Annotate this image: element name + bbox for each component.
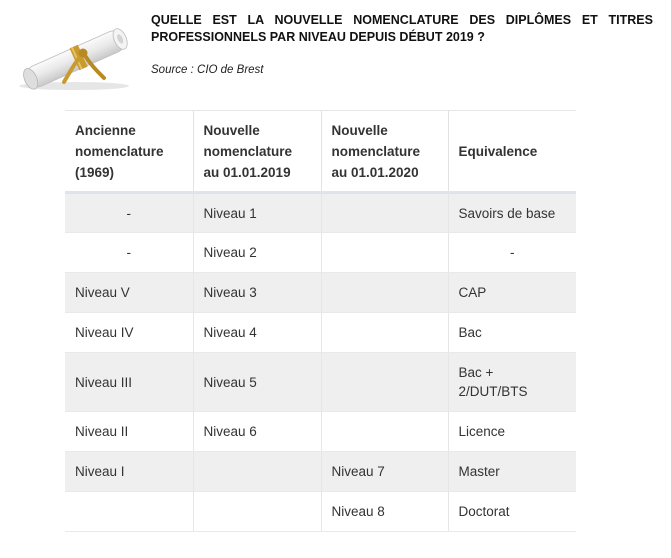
table-row [65, 492, 576, 532]
nomenclature-table [65, 110, 576, 532]
table-cell: Niveau 4 [193, 313, 321, 353]
table-header-row [65, 111, 576, 193]
table-row [65, 452, 576, 492]
table-cell: Niveau III [65, 353, 193, 412]
table-cell [65, 492, 193, 532]
header-nouvelle-nomenclature-2019: Nouvelle nomenclature au 01.01.2019 [193, 111, 321, 193]
table-cell: Niveau 6 [193, 412, 321, 452]
table-cell: Niveau 2 [193, 233, 321, 273]
table-row [65, 233, 576, 273]
table-cell: Niveau 8 [321, 492, 448, 532]
table-cell: Niveau 3 [193, 273, 321, 313]
table-cell: Niveau 1 [193, 193, 321, 233]
table-cell: Licence [448, 412, 576, 452]
table-cell [193, 492, 321, 532]
table-cell: - [65, 193, 193, 233]
table-cell [321, 412, 448, 452]
table-cell: - [65, 233, 193, 273]
table-row [65, 273, 576, 313]
table-cell: Niveau I [65, 452, 193, 492]
table-cell: Niveau II [65, 412, 193, 452]
table-cell: - [448, 233, 576, 273]
table-cell: CAP [448, 273, 576, 313]
table-cell [321, 273, 448, 313]
table-row [65, 313, 576, 353]
table-cell: Master [448, 452, 576, 492]
header-equivalence: Equivalence [448, 111, 576, 193]
table-cell: Bac + 2/DUT/BTS [448, 353, 576, 412]
table-cell: Niveau 5 [193, 353, 321, 412]
table-cell: Bac [448, 313, 576, 353]
table-cell: Niveau 7 [321, 452, 448, 492]
table-cell: Niveau V [65, 273, 193, 313]
table-cell [321, 193, 448, 233]
table-cell [321, 233, 448, 273]
header-nouvelle-nomenclature-2020: Nouvelle nomenclature au 01.01.2020 [321, 111, 448, 193]
table-row [65, 412, 576, 452]
table-cell: Doctorat [448, 492, 576, 532]
table-cell [321, 313, 448, 353]
table-row [65, 353, 576, 412]
table-cell: Niveau IV [65, 313, 193, 353]
table-cell [193, 452, 321, 492]
source-note: Source : CIO de Brest [151, 64, 264, 76]
table-cell [321, 353, 448, 412]
table-cell: Savoirs de base [448, 193, 576, 233]
header-ancienne-nomenclature: Ancienne nomenclature (1969) [65, 111, 193, 193]
table-row [65, 193, 576, 233]
diploma-scroll-icon [12, 20, 138, 92]
page-title: QUELLE EST LA NOUVELLE NOMENCLATURE DES DIPLÔMES ET TITRES PROFESSIONNELS PAR NIVEAU DEPUIS DÉBUT 2019 ? [151, 13, 653, 44]
